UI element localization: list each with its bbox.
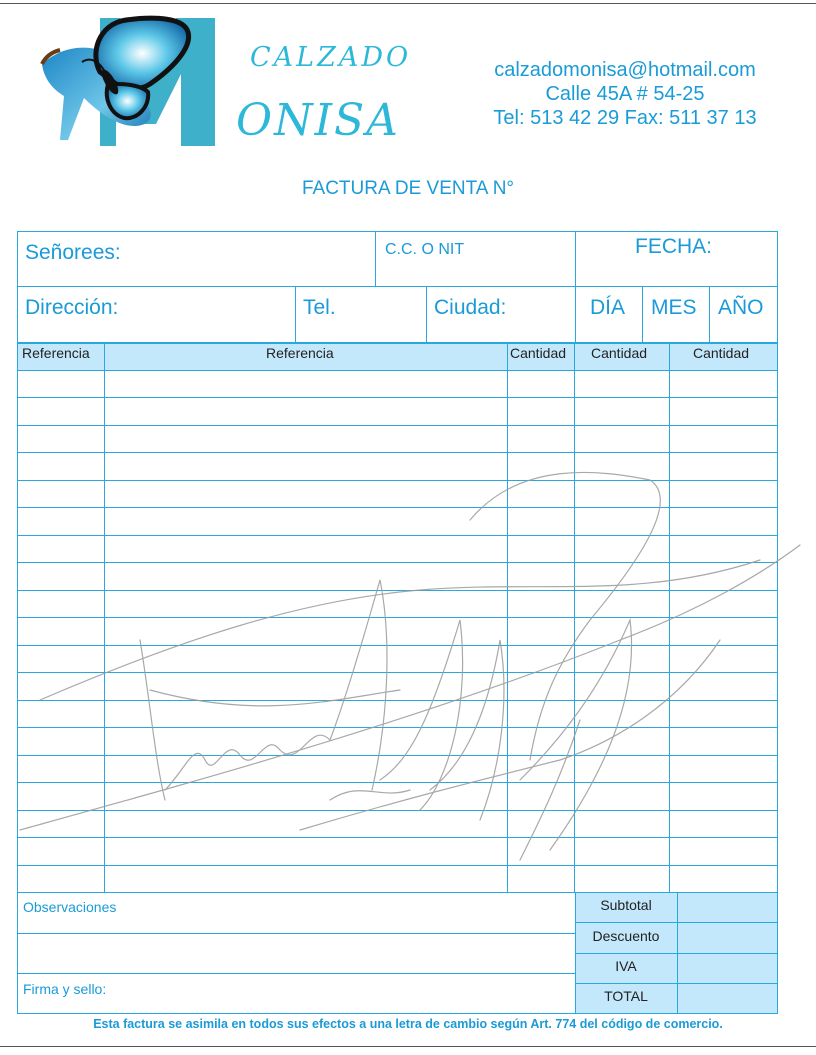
- totals-row-1: [575, 922, 778, 923]
- header-referencia-2: Referencia: [266, 345, 334, 361]
- table-row: [17, 755, 778, 756]
- client-vdivider-2: [575, 231, 576, 343]
- client-row-divider: [17, 286, 575, 287]
- ano-label: AÑO: [718, 296, 764, 319]
- col-divider-4: [669, 343, 670, 893]
- col-divider-1: [104, 343, 105, 893]
- ccnit-label: C.C. O NIT: [385, 241, 465, 258]
- table-row: [17, 865, 778, 866]
- subtotal-label: Subtotal: [600, 897, 652, 913]
- legal-footer: Esta factura se asimila en todos sus efectos a una letra de cambio según Art. 774 del código de comercio.: [93, 1017, 723, 1031]
- table-row: [17, 727, 778, 728]
- contact-phones: Tel: 513 42 29 Fax: 511 37 13: [493, 107, 757, 129]
- brand-name: ONISA: [236, 95, 400, 146]
- totals-row-2: [575, 953, 778, 954]
- butterfly-shoe-logo: [38, 14, 223, 154]
- table-row: [17, 837, 778, 838]
- col-divider-3: [574, 343, 575, 893]
- table-row: [17, 810, 778, 811]
- date-vdivider-1: [642, 286, 643, 343]
- date-divider: [575, 286, 778, 287]
- col-divider-2: [507, 343, 508, 893]
- client-vdivider-1: [375, 231, 376, 287]
- invoice-title: FACTURA DE VENTA N°: [301, 178, 515, 199]
- header-referencia-1: Referencia: [22, 345, 90, 361]
- table-row: [17, 535, 778, 536]
- header-cantidad-2: Cantidad: [591, 345, 648, 361]
- page-bottom-border: [0, 1046, 816, 1047]
- mes-label: MES: [651, 296, 697, 319]
- descuento-label: Descuento: [592, 928, 660, 944]
- client-vdivider-4: [426, 286, 427, 343]
- table-row: [17, 700, 778, 701]
- direccion-label: Dirección:: [25, 296, 119, 319]
- contact-address: Calle 45A # 54-25: [545, 83, 705, 105]
- header-bottom-line: [17, 370, 778, 371]
- firma-label: Firma y sello:: [23, 981, 107, 997]
- header-cantidad-3: Cantidad: [693, 345, 750, 361]
- dia-label: DÍA: [590, 296, 626, 319]
- iva-label: IVA: [615, 958, 637, 974]
- brand-subtitle: CALZADO: [250, 42, 412, 73]
- header-cantidad-1: Cantidad: [510, 345, 567, 361]
- table-row: [17, 480, 778, 481]
- page-top-border: [0, 3, 816, 4]
- ciudad-label: Ciudad:: [434, 296, 507, 319]
- table-row: [17, 590, 778, 591]
- client-vdivider-3: [295, 286, 296, 343]
- table-row: [17, 425, 778, 426]
- date-vdivider-2: [709, 286, 710, 343]
- table-row: [17, 645, 778, 646]
- observaciones-label: Observaciones: [23, 899, 117, 915]
- total-label: TOTAL: [604, 988, 648, 1004]
- table-row: [17, 397, 778, 398]
- table-row: [17, 672, 778, 673]
- totals-row-3: [575, 983, 778, 984]
- obs-divider-2: [17, 973, 575, 974]
- contact-block: [455, 58, 795, 130]
- table-row: [17, 617, 778, 618]
- senores-label: Señorees:: [25, 241, 121, 264]
- table-row: [17, 562, 778, 563]
- table-row: [17, 452, 778, 453]
- table-row: [17, 782, 778, 783]
- contact-email: calzadomonisa@hotmail.com: [494, 59, 756, 81]
- table-row: [17, 507, 778, 508]
- tel-label: Tel.: [303, 296, 336, 319]
- obs-divider-1: [17, 933, 575, 934]
- fecha-label: FECHA:: [635, 235, 713, 258]
